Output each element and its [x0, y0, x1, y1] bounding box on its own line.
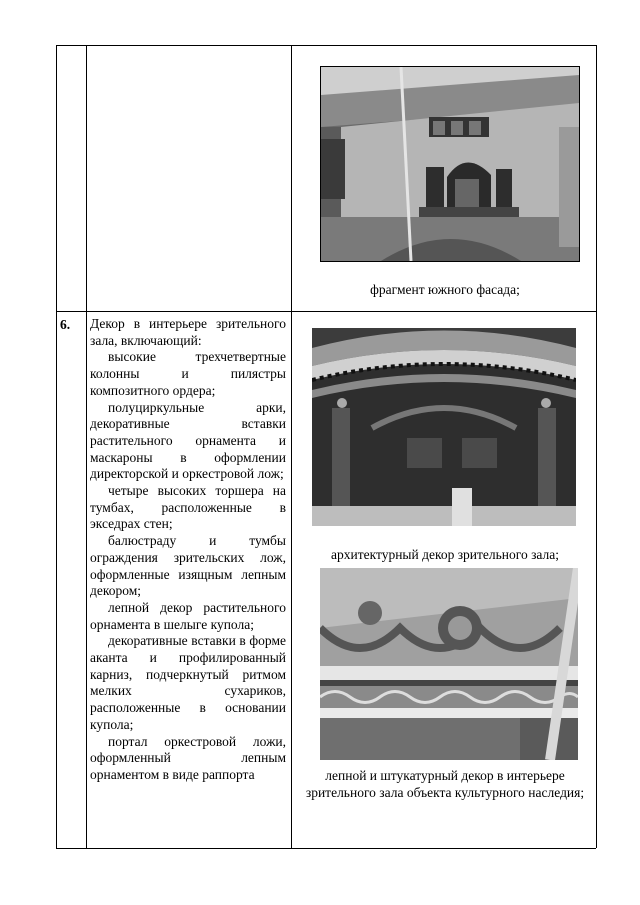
- table-bottom-border: [56, 848, 596, 849]
- caption-hall-decor: архитектурный декор зрительного зала;: [330, 547, 560, 562]
- description-item: лепной декор растительного орнамента в шелыге купола;: [90, 599, 286, 632]
- table-top-border: [56, 45, 596, 46]
- description-item: четыре высоких торшера на тумбах, расположенные в экседрах стен;: [90, 483, 286, 532]
- row-separator: [56, 311, 596, 312]
- caption-stucco-decor: лепной и штукатурный декор в интерьере зрительного зала объекта культурного наследия;: [305, 768, 585, 800]
- caption-south-facade: фрагмент южного фасада;: [370, 282, 520, 297]
- facade-photo: [320, 66, 580, 262]
- column-divider-number: [86, 45, 87, 848]
- stucco-photo: [320, 568, 578, 760]
- description-item: балюстраду и тумбы ограждения зрительских лож, оформленные изящным лепным декором;: [90, 533, 286, 599]
- dome-photo: [312, 328, 576, 526]
- description-item: декоративные вставки в форме аканта и профилированный карниз, подчеркнутый ритмом мелких сухариков, расположенные в основании купола;: [90, 633, 286, 732]
- description-item: портал оркестровой ложи, оформленный лепным орнаментом в виде раппорта: [90, 733, 286, 782]
- description-item: высокие трехчетвертные колонны и пилястры композитного ордера;: [90, 349, 286, 398]
- table-right-border: [596, 45, 597, 848]
- column-divider-description: [291, 45, 292, 848]
- description-item: полуциркульные арки, декоративные вставки растительного орнамента и маскароны в оформлении директорской и оркестровой лож;: [90, 399, 286, 482]
- decor-description: [90, 316, 286, 784]
- description-intro: Декор в интерьере зрительного зала, включающий:: [90, 316, 286, 348]
- table-left-border: [56, 45, 57, 848]
- row-number: 6.: [60, 317, 71, 332]
